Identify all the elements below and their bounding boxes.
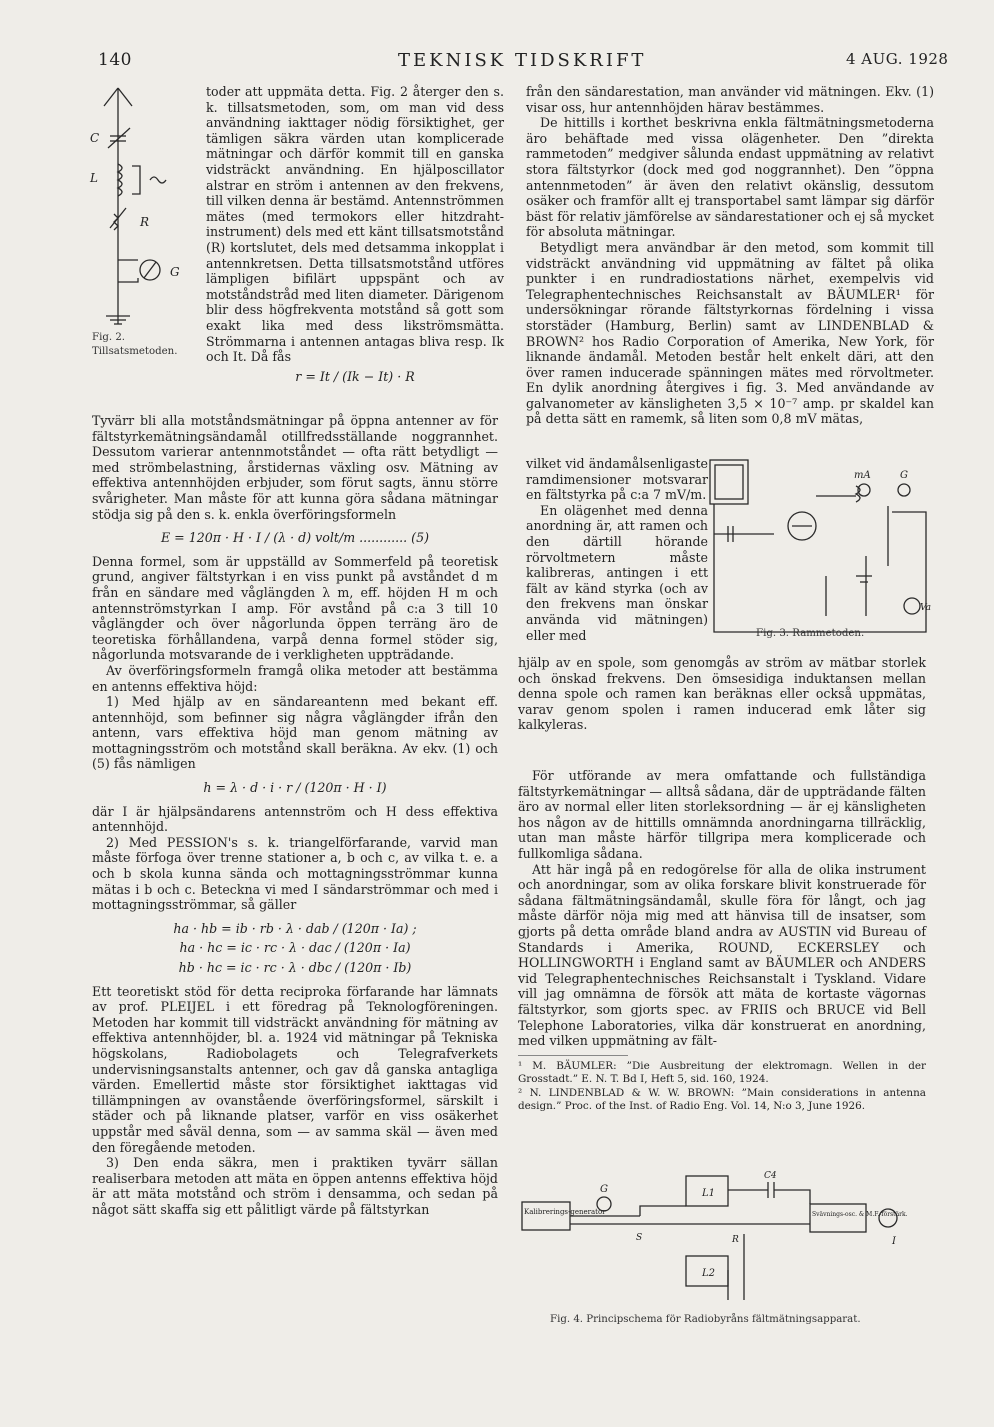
paragraph: Denna formel, som är uppställd av Sommerfeld på teoretisk grund, angiver fältstyrkan i en viss punkt på avståndet d m från en sändare med våglängden λ m, eff. höjden H m och antennströmstyrkan I amp. För avstånd på c:a 3 till 10 våglängder och över någorlunda öppen terräng äro de teoretiska förhållandena, varpå denna formel stöder sig, någorlunda motsvarande de i verkligheten uppträdande. <box>92 553 498 663</box>
fig2-label-r: R <box>140 215 150 229</box>
left-column-main <box>92 413 498 1218</box>
figure-2-diagram <box>88 84 204 334</box>
paragraph: där I är hjälpsändarens antennström och H dess effektiva antennhöjd. <box>92 803 498 835</box>
fig4-label-s: S <box>636 1233 643 1243</box>
fig4-label-c4: C4 <box>764 1171 777 1181</box>
paragraph: från den sändarestation, man använder vid mätningen. Ekv. (1) visar oss, hur antennhöjden härav bestämmes. <box>526 84 934 115</box>
fig4-label-l2: L2 <box>702 1268 716 1279</box>
paragraph: vilket vid ändamålsenligaste ramdimensioner motsvarar en fältstyrka på c:a 7 mV/m. <box>526 456 708 503</box>
left-column-top <box>206 84 504 388</box>
equation-hab: ha · hb = ib · rb · λ · dab / (120π · Ia) ; <box>173 920 417 936</box>
paragraph: För utförande av mera omfattande och fullständiga fältstyrkemätningar — alltså sådana, där de uppträdande fälten äro av normal eller liten storleksordning — är ej känsligheten hos någon av de hittills omnämnda anordningarna tillräcklig, utan man måste härför tillgripa mera komplicerade och fullkomliga sådana. <box>518 768 926 861</box>
fig4-label-kal: Kalibrerings-generator <box>524 1208 606 1216</box>
equation-hbc: hb · hc = ic · rc · λ · dbc / (120π · Ib) <box>178 960 412 975</box>
fig4-label-r: R <box>732 1235 739 1245</box>
fig2-label-c: C <box>90 131 100 145</box>
issue-date: 4 AUG. 1928 <box>846 50 949 68</box>
fig4-label-l1: L1 <box>702 1188 716 1199</box>
footnote-2: ² N. LINDENBLAD & W. W. BROWN: ”Main considerations in antenna design.” Proc. of the Inst. of Radio Eng. Vol. 14, N:o 3, June 1926. <box>518 1086 926 1112</box>
equation-h: h = λ · d · i · r / (120π · H · I) <box>203 780 387 796</box>
fig3-label-g: G <box>900 470 908 481</box>
figure-4-caption: Fig. 4. Principschema för Radiobyråns fältmätningsapparat. <box>550 1314 861 1325</box>
paragraph: En olägenhet med denna anordning är, att ramen och den därtill hörande rörvoltmetern måste kalibreras, antingen i ett fält av känd styrka (och av den frekvens man önskar använda vid mätningen) eller med <box>526 502 708 643</box>
fig2-label-g: G <box>170 265 180 279</box>
paragraph: Av överföringsformeln framgå olika metoder att bestämma en antenns effektiva höjd: <box>92 662 498 694</box>
paragraph: hjälp av en spole, som genomgås av ström av mätbar storlek och önskad frekvens. Den ömsesidiga induktansen mellan denna spole och ramen kan beräknas eller också uppmätas, varav genom spolen i ramen inducerad emk låter sig kalkyleras. <box>518 655 926 733</box>
paragraph: Att här ingå på en redogörelse för alla de olika instrument och anordningar, som av olika forskare blivit konstruerade för sådana fältmätningsändamål, skulle föra för långt, och jag måste därför nöja mig med att hänvisa till de insatser, som gjorts på detta område bland andra av AUSTIN vid Bureau of Standards i Amerika, ROUND, ECKERSLEY och HOLLINGWORTH i England samt av BÄUMLER och ANDERS vid Telegraphentechnisches Reichsanstalt i Tyskland. Vidare vill jag omnämna de försök att mäta de kortaste vägornas fältstyrkor, som gjorts spec. av FRIIS och BRUCE vid Bell Telephone Laboratories, vilka där konstruerat en anordning, med vilken uppmätning av fält- <box>518 861 926 1049</box>
figure-3-caption: Fig. 3. Rammetoden. <box>756 628 865 639</box>
footnote-1: ¹ M. BÄUMLER: ”Die Ausbreitung der elektromagn. Wellen in der Grosstadt.” E. N. T. Bd I, Heft 5, sid. 160, 1924. <box>518 1059 926 1086</box>
paragraph: Betydligt mera användbar är den metod, som kommit till vidsträckt användning vid uppmätning av fältet på olika punkter i en rundradiostations närhet, exempelvis vid Telegraphentechnisches Reichsanstalt av BÄUMLER¹ för undersökningar rörande fältstyrkornas fördelning i vissa storstäder (Hamburg, Berlin) samt av LINDENBLAD & BROWN² hos Radio Corporation of Amerika, New York, för liknande ändamål. Metoden består helt enkelt däri, att den över ramen inducerade spänningen mätes med rörvoltmeter. En dylik anordning återgives i fig. 3. Med användande av galvanometer av känsligheten 3,5 × 10⁻⁷ amp. pr skaldel kan på detta sätt en ramemk, så liten som 0,8 mV mätas, <box>526 239 934 427</box>
paragraph: Tyvärr bli alla motståndsmätningar på öppna antenner av för fältstyrkemätningsändamål otillfredsställande noggrannhet. Dessutom varierar antennmotståndet — ofta rätt betydligt — med strömbelastning, årstidernas växling osv. Mätning av effektiva antennhöjden erbjuder, som förut sagts, ännu större svårigheter. Man måste för att kunna göra sådana mätningar stödja sig på den s. k. enkla överföringsformeln <box>92 413 498 522</box>
fig4-label-g: G <box>600 1184 608 1195</box>
paragraph: toder att uppmäta detta. Fig. 2 återger den s. k. tillsatsmetoden, som, om man vid dess användning iakttager nödig försiktighet, ger tämligen säkra värden utan komplicerade mätningar och därför kommit till en ganska vidsträckt användning. En hjälposcillator alstrar en ström i antennen av den frekvens, till vilken denna är bestämd. Antennströmmen mätes (med termokors eller hitzdraht-instrument) dels med ett känt tillsatsmotstånd (R) kortslutet, dels med detsamma inkopplat i antennkretsen. Detta tillsatsmotstånd utföres lämpligen bifilärt uppspänt och av motståndstråd med liten diameter. Därigenom blir dess högfrekventa motstånd så gott som exakt lika med dess likströmsmätta. Strömmarna i antennen antagas bliva resp. Ik och It. Då fås <box>206 84 504 365</box>
paragraph: De hittills i korthet beskrivna enkla fältmätningsmetoderna äro behäftade med vissa olägenheter. Den ”direkta rammetoden” medgiver sålunda endast uppmätning av relativt stora fältstyrkor (dock med god noggrannhet). Den ”öppna antennmetoden” är även den relativt okänslig, dessutom osäker och framför allt ej transportabel samt lämpar sig därför bäst för relativ jämförelse av sändarestationer och ej så mycket för absoluta mätningar. <box>526 115 934 240</box>
figure-4-diagram <box>518 1160 918 1310</box>
paragraph: 3) Den enda säkra, men i praktiken tyvärr sällan realiserbara metoden att mäta en öppen antenns effektiva höjd är att mäta motstånd och ström i densamma, och sedan på något sätt skaffa sig ett pålitligt värde på fältstyrkan <box>92 1155 498 1217</box>
equation-hac: ha · hc = ic · rc · λ · dac / (120π · Ia) <box>179 940 411 956</box>
equation-r: r = It / (Ik − It) · R <box>295 368 415 384</box>
right-column-narrow <box>526 456 708 643</box>
fig3-label-va: Va <box>920 603 932 613</box>
fig4-label-osc: Svävnings-osc. & M.F.-förstärk. <box>812 1211 908 1218</box>
page-number: 140 <box>98 50 132 70</box>
paragraph: 1) Med hjälp av en sändareantenn med bekant eff. antennhöjd, som befinner sig några våglängder ifrån den antenn, vars effektiva höjd man genom mätning av mottagningsström och motstånd skall beräkna. Av ekv. (1) och (5) fås nämligen <box>92 694 498 772</box>
fig3-label-ma: mA <box>854 470 871 481</box>
fig4-label-i: I <box>892 1236 896 1247</box>
footnote-divider <box>518 1055 628 1056</box>
paragraph: 2) Med PESSION's s. k. triangelförfarande, varvid man måste förfoga över trenne stationer a, b och c, av vilka t. e. a och b skola kunna sända och mottagningsströmmar kunna mätas i b och c. Beteckna vi med I sändarströmmar och med i mottagningsströmmar, så gäller <box>92 834 498 913</box>
journal-title: TEKNISK TIDSKRIFT <box>398 50 647 71</box>
paragraph: Ett teoretiskt stöd för detta reciproka förfarande har lämnats av prof. PLEIJEL i ett föredrag på Teknologföreningen. Metoden har kommit till vidsträckt användning för mätning av effektiva antennhöjder, bl. a. 1924 vid mätningar på Tekniska högskolans, Radiobolagets och Telegrafverkets undervisningsanstalts antenner, och gav då ganska antagliga värden. Emellertid måste stor försiktighet iakttagas vid tillämpningen av ovanstående överföringsformel, särskilt i städer och på liknande platser, varför en viss osäkerhet uppstår med såväl denna, som — av samma skäl — även med den föregående metoden. <box>92 983 498 1155</box>
figure-2-caption: Fig. 2. Tillsatsmetoden. <box>92 332 178 357</box>
right-column-top <box>526 84 934 427</box>
right-column-bottom <box>518 768 926 1113</box>
equation-5: E = 120π · H · I / (λ · d) volt/m ............ (5) <box>160 530 430 546</box>
figure-3-diagram <box>706 456 936 638</box>
right-column-middle <box>518 655 926 733</box>
fig2-label-l: L <box>90 171 98 185</box>
